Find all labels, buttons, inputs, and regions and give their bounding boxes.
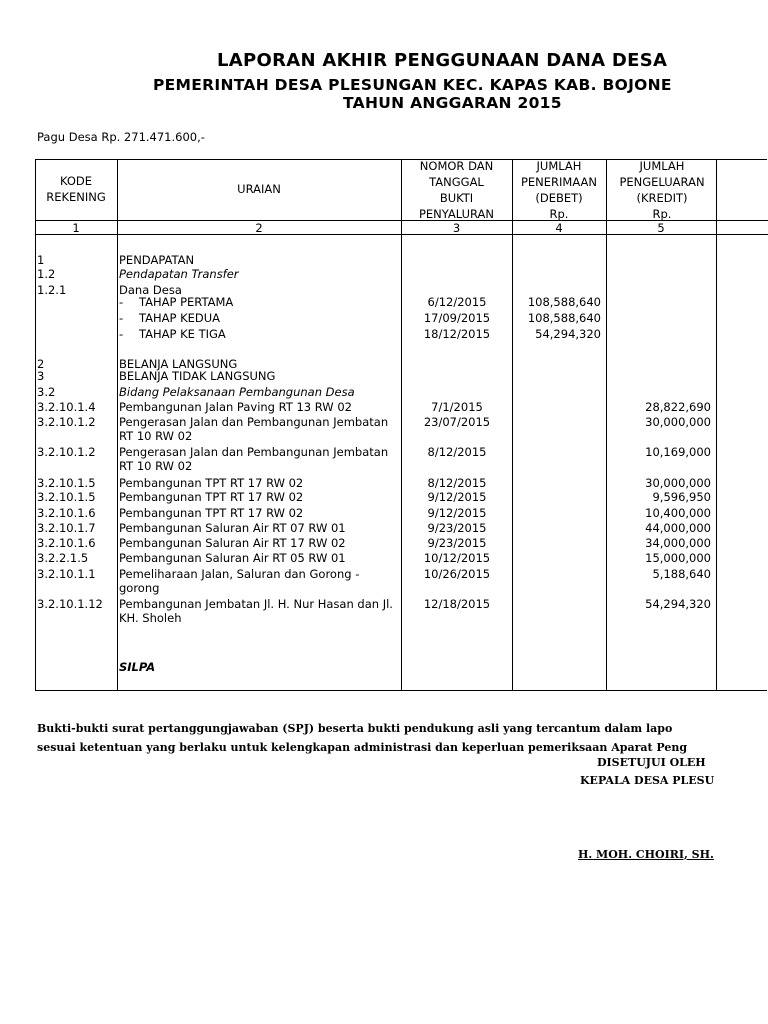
cell-uraian bbox=[119, 597, 401, 625]
cell-uraian bbox=[119, 327, 401, 341]
cell-nomor: 12/18/2015 bbox=[423, 597, 491, 611]
cell-nomor: 9/12/2015 bbox=[427, 490, 487, 504]
cell-kode: 3.2.10.1.5 bbox=[37, 490, 96, 504]
cell-kode: 3 bbox=[37, 369, 45, 383]
signatory-name: H. MOH. CHOIRI, SH. bbox=[578, 848, 714, 861]
cell-kredit: 30,000,000 bbox=[645, 415, 711, 429]
footer-note-line: sesuai ketentuan yang berlaku untuk kelengkapan administrasi dan keperluan pemeriksaan Aparat Peng bbox=[37, 741, 688, 754]
list-dash: - bbox=[119, 327, 124, 341]
cell-kode: 3.2.10.1.12 bbox=[37, 597, 103, 611]
cell-kode: 3.2.10.1.6 bbox=[37, 506, 96, 520]
header-nomor-line: NOMOR DAN bbox=[419, 159, 494, 173]
col-divider bbox=[512, 159, 513, 691]
cell-uraian-text: TAHAP KE TIGA bbox=[139, 327, 226, 341]
cell-kode: 3.2.10.1.2 bbox=[37, 445, 96, 459]
header-kredit-line: (KREDIT) bbox=[636, 191, 688, 205]
cell-kredit: 5,188,640 bbox=[652, 567, 711, 581]
cell-uraian bbox=[119, 551, 401, 565]
cell-uraian bbox=[119, 476, 401, 490]
cell-kredit: 15,000,000 bbox=[645, 551, 711, 565]
cell-kredit: 54,294,320 bbox=[645, 597, 711, 611]
cell-kode: 3.2.10.1.7 bbox=[37, 521, 96, 535]
cell-uraian-text: Pembangunan TPT RT 17 RW 02 bbox=[119, 476, 304, 490]
footer-note-line: Bukti-bukti surat pertanggungjawaban (SPJ) beserta bukti pendukung asli yang tercantum dalam lapo bbox=[37, 722, 673, 735]
cell-kode: 1 bbox=[37, 253, 45, 267]
cell-uraian-text: BELANJA LANGSUNG bbox=[119, 357, 238, 371]
cell-uraian bbox=[119, 490, 401, 504]
cell-uraian bbox=[119, 660, 401, 674]
cell-uraian bbox=[119, 506, 401, 520]
header-nomor-line: TANGGAL bbox=[429, 175, 484, 189]
cell-kode: 3.2.10.1.1 bbox=[37, 567, 96, 581]
report-year: TAHUN ANGGARAN 2015 bbox=[343, 94, 562, 112]
cell-uraian-text: Dana Desa bbox=[119, 283, 182, 297]
col-number: 5 bbox=[657, 221, 665, 235]
cell-uraian bbox=[119, 385, 401, 399]
cell-uraian bbox=[119, 415, 401, 443]
cell-uraian-text: Pembangunan TPT RT 17 RW 02 bbox=[119, 506, 304, 520]
cell-kode: 3.2.10.1.5 bbox=[37, 476, 96, 490]
cell-uraian-text: Pendapatan Transfer bbox=[119, 267, 239, 281]
list-dash: - bbox=[119, 311, 124, 325]
header-nomor-line: PENYALURAN bbox=[418, 207, 495, 221]
cell-nomor: 8/12/2015 bbox=[427, 445, 487, 459]
cell-uraian-text: Pengerasan Jalan dan Pembangunan Jembatan RT 10 RW 02 bbox=[119, 415, 389, 443]
cell-debet: 108,588,640 bbox=[527, 295, 601, 309]
cell-nomor: 7/1/2015 bbox=[431, 400, 483, 414]
cell-kredit: 30,000,000 bbox=[645, 476, 711, 490]
col-divider bbox=[606, 159, 607, 691]
header-kredit-line: Rp. bbox=[652, 207, 672, 221]
header-kode-line: REKENING bbox=[46, 190, 106, 204]
cell-uraian-text: Pembangunan TPT RT 17 RW 02 bbox=[119, 490, 304, 504]
cell-uraian-text: Pemeliharaan Jalan, Saluran dan Gorong - gorong bbox=[119, 567, 360, 595]
cell-nomor: 10/12/2015 bbox=[423, 551, 491, 565]
header-kredit-line: PENGELUARAN bbox=[619, 175, 705, 189]
cell-uraian-text: PENDAPATAN bbox=[119, 253, 195, 267]
cell-kode: 3.2.2.1.5 bbox=[37, 551, 89, 565]
col-number: 2 bbox=[255, 221, 263, 235]
cell-uraian bbox=[119, 567, 401, 595]
cell-uraian-text: SILPA bbox=[119, 660, 156, 674]
cell-uraian bbox=[119, 311, 401, 325]
cell-nomor: 18/12/2015 bbox=[423, 327, 491, 341]
cell-debet: 54,294,320 bbox=[535, 327, 601, 341]
cell-nomor: 9/12/2015 bbox=[427, 506, 487, 520]
cell-uraian bbox=[119, 253, 401, 267]
cell-kode: 3.2.10.1.4 bbox=[37, 400, 96, 414]
signatory-position: KEPALA DESA PLESU bbox=[580, 774, 715, 787]
cell-uraian bbox=[119, 369, 401, 383]
cell-uraian-text: Pembangunan Jembatan Jl. H. Nur Hasan dan Jl. KH. Sholeh bbox=[119, 597, 393, 625]
cell-uraian-text: TAHAP PERTAMA bbox=[139, 295, 234, 309]
header-nomor bbox=[401, 159, 512, 222]
cell-kredit: 9,596,950 bbox=[652, 490, 711, 504]
header-nomor-line: BUKTI bbox=[439, 191, 474, 205]
cell-uraian bbox=[119, 536, 401, 550]
cell-uraian-text: Pembangunan Saluran Air RT 17 RW 02 bbox=[119, 536, 346, 550]
cell-nomor: 10/26/2015 bbox=[423, 567, 491, 581]
header-debet-line: (DEBET) bbox=[535, 191, 583, 205]
header-kode bbox=[35, 173, 117, 205]
header-debet-line: JUMLAH bbox=[536, 159, 582, 173]
header-uraian: URAIAN bbox=[237, 182, 281, 196]
col-number: 3 bbox=[452, 221, 461, 235]
cell-kode: 2 bbox=[37, 357, 45, 371]
list-dash: - bbox=[119, 295, 124, 309]
cell-nomor: 6/12/2015 bbox=[427, 295, 487, 309]
cell-kredit: 44,000,000 bbox=[645, 521, 711, 535]
cell-kredit: 28,822,690 bbox=[645, 400, 711, 414]
cell-uraian-text: TAHAP KEDUA bbox=[139, 311, 221, 325]
cell-uraian bbox=[119, 267, 401, 281]
cell-kode: 1.2.1 bbox=[37, 283, 67, 297]
header-kredit-line: JUMLAH bbox=[639, 159, 685, 173]
cell-uraian-text: BELANJA TIDAK LANGSUNG bbox=[119, 369, 276, 383]
cell-nomor: 17/09/2015 bbox=[423, 311, 491, 325]
cell-nomor: 9/23/2015 bbox=[427, 521, 487, 535]
header-debet bbox=[506, 159, 612, 222]
cell-kode: 3.2 bbox=[37, 385, 56, 399]
approval-label: DISETUJUI OLEH bbox=[597, 756, 706, 769]
cell-uraian-text: Pengerasan Jalan dan Pembangunan Jembatan RT 10 RW 02 bbox=[119, 445, 389, 473]
header-debet-line: Rp. bbox=[549, 207, 569, 221]
cell-uraian-text: Pembangunan Saluran Air RT 05 RW 01 bbox=[119, 551, 346, 565]
cell-kode: 1.2 bbox=[37, 267, 56, 281]
cell-uraian bbox=[119, 521, 401, 535]
cell-kredit: 10,400,000 bbox=[645, 506, 711, 520]
header-kode-line: KODE bbox=[59, 174, 93, 188]
cell-kredit: 34,000,000 bbox=[645, 536, 711, 550]
report-subtitle: PEMERINTAH DESA PLESUNGAN KEC. KAPAS KAB. BOJONE bbox=[153, 76, 672, 94]
cell-uraian-text: Pembangunan Saluran Air RT 07 RW 01 bbox=[119, 521, 346, 535]
col-number: 4 bbox=[555, 221, 563, 235]
report-table bbox=[35, 159, 768, 691]
pagu-desa: Pagu Desa Rp. 271.471.600,- bbox=[37, 130, 205, 144]
cell-nomor: 23/07/2015 bbox=[423, 415, 491, 429]
col-divider bbox=[716, 159, 717, 691]
col-number: 1 bbox=[72, 221, 80, 235]
cell-debet: 108,588,640 bbox=[527, 311, 601, 325]
cell-nomor: 8/12/2015 bbox=[427, 476, 487, 490]
cell-uraian-text: Pembangunan Jalan Paving RT 13 RW 02 bbox=[119, 400, 352, 414]
cell-nomor: 9/23/2015 bbox=[427, 536, 487, 550]
cell-kredit: 10,169,000 bbox=[645, 445, 711, 459]
cell-uraian bbox=[119, 445, 401, 473]
cell-uraian-text: Bidang Pelaksanaan Pembangunan Desa bbox=[119, 385, 355, 399]
header-debet-line: PENERIMAAN bbox=[520, 175, 598, 189]
cell-uraian bbox=[119, 400, 401, 414]
header-kredit bbox=[609, 159, 715, 222]
cell-kode: 3.2.10.1.2 bbox=[37, 415, 96, 429]
cell-uraian bbox=[119, 295, 401, 309]
cell-kode: 3.2.10.1.6 bbox=[37, 536, 96, 550]
report-title: LAPORAN AKHIR PENGGUNAAN DANA DESA bbox=[217, 50, 668, 71]
